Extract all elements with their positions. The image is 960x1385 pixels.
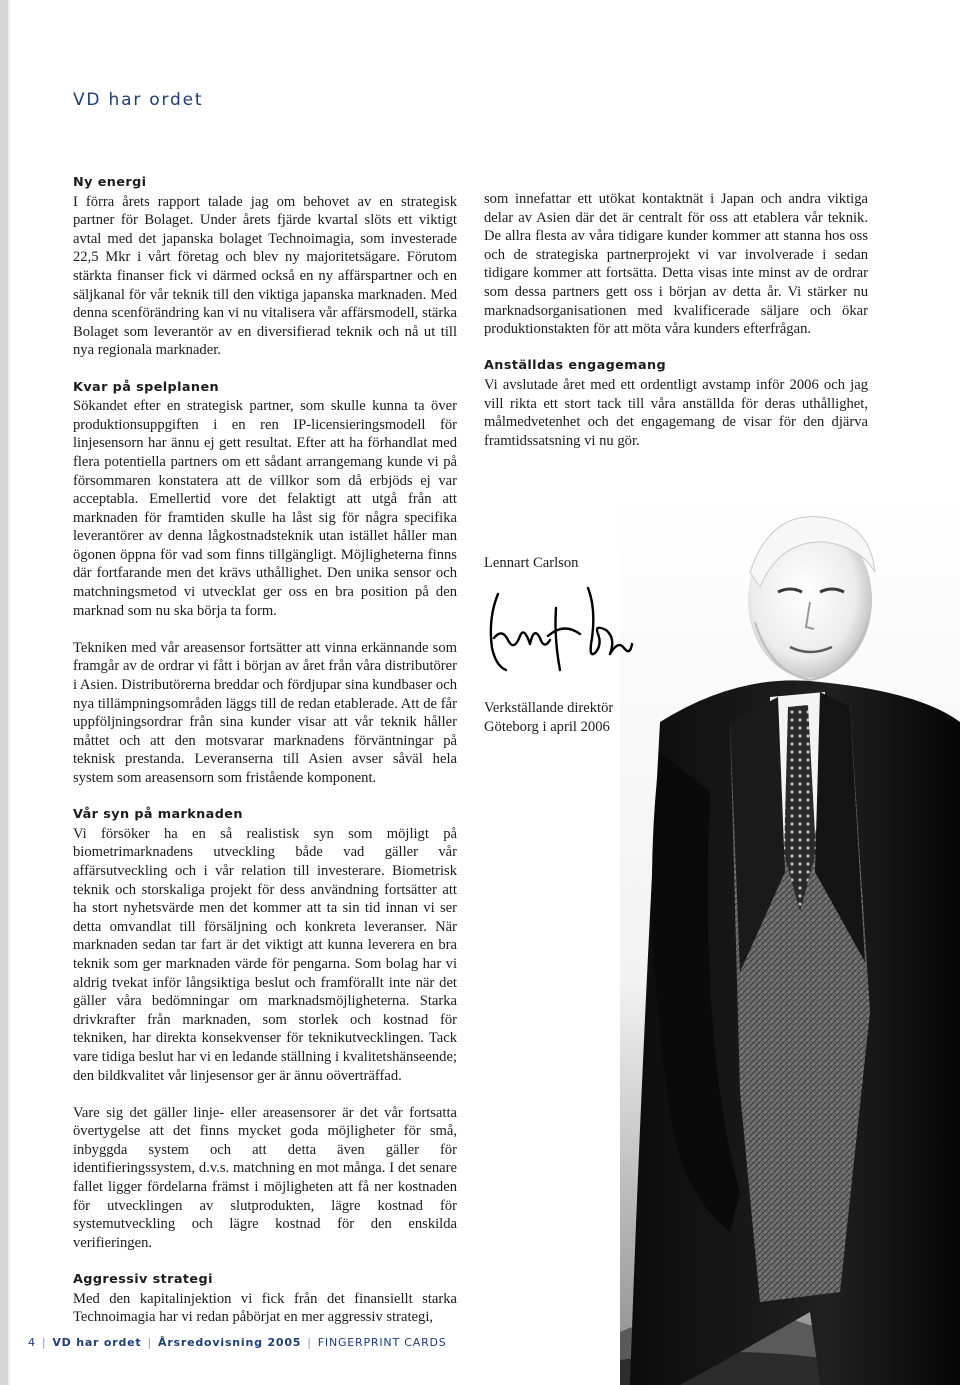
section-heading-aggressiv-strategi: Aggressiv strategi [73, 1272, 213, 1288]
section-heading-anstalldas-engagemang: Anställdas engagemang [484, 358, 667, 374]
section-heading-var-syn-pa-marknaden: Vår syn på marknaden [73, 807, 243, 823]
left-column [73, 174, 457, 1327]
page-title: VD har ordet [73, 90, 204, 110]
paragraph: Sökandet efter en strategisk partner, som skulle kunna ta över produktionsuppgiften i en ren IP-licensieringsmodell för linjesensorn har ännu ej gett resultat. Efter att ha förhandlat med flera potentiella partners om ett sådant arrangemang kunde vi på försommaren konstatera att de villkor som då erbjöds ej var acceptabla. Emellertid vore det felaktigt att utgå från att marknaden för framtiden skulle ha låst sig för några specifika leverantörer av denna lågkostnadsteknik utan istället håller man ögonen öppna för vad som finns tillgängligt. Möjligheterna finns där fortfarande men det krävs uthållighet. Den unika sensor och matchningsmetod vi utvecklat ger oss en bra position på den marknad som nu ska börja ta form. [73, 398, 457, 619]
page-number: 4 [28, 1336, 36, 1349]
page-edge-shadow [0, 0, 8, 1385]
paragraph: I förra årets rapport talade jag om behovet av en strategisk partner för Bolaget. Under årets fjärde kvartal slöts ett viktigt avtal med det japanska bolaget Technoimagia, som investerade 22,5 Mkr i vårt företag och blev ny majoritetsägare. Förutom stärkta finanser fick vi därmed också en ny affärspartner och en säljkanal för vår teknik till den viktiga japanska marknaden. Med denna scenförändring kan vi nu vitalisera vår affärsmodell, stärka Bolaget som leverantör av en diversifierad teknik och nå ut till nya regionala marknader. [73, 193, 457, 359]
signatory-role: Verkställande direktör [484, 700, 614, 716]
paragraph: Med den kapitalinjektion vi fick från det finansiellt starka Technoimagia har vi redan påbörjat en mer aggressiv strategi, [73, 1290, 457, 1326]
section-heading-kvar-pa-spelplanen: Kvar på spelplanen [73, 379, 220, 395]
page-footer: 4 | VD har ordet | Årsredovisning 2005 | FINGERPRINT CARDS [28, 1336, 447, 1349]
signatory-place-date: Göteborg i april 2006 [484, 718, 610, 735]
paragraph: Vi försöker ha en så realistisk syn som möjligt på biometrimarknadens utveckling både vad gäller vår affärsutveckling och i vår relation till investerare. Biometrisk teknik och storskaliga projekt för dess användning fortsätter att ha stort nyhetsvärde men det kommer att ta sin tid innan vi ser detta omvandlat till försäljning och konkreta leveranser. När marknaden sedan tar fart är det viktigt att kunna leverera en bra teknik som ger marknaden värde för pengarna. Som bolag har vi aldrig tvekat inför långsiktiga beslut och framförallt inte när det gäller våra bedömningar om marknadsmöjligheterna. Starka drivkrafter från marknaden, som storlek och kostnad för tekniken, har direkta konsekvenser för teknikutvecklingen. Tack vare tidiga beslut har vi en ledande ställning i kvalitetshänseende; den bildkvalitet vår linjesensor ger är ännu oöverträffad. [73, 825, 457, 1084]
paragraph: Vi avslutade året med ett ordentligt avstamp inför 2006 och jag vill rikta ett stort tack till våra anställda för deras uthållighet, målmedvetenhet och det engagemang de visar för den djärva framtidssatsning vi nu gör. [484, 376, 868, 449]
right-column [484, 190, 868, 450]
signatory-title-block [484, 699, 613, 736]
signatory-name: Lennart Carlson [484, 555, 579, 571]
page-edge-highlight [8, 0, 10, 1385]
handwritten-signature [484, 578, 634, 678]
paragraph: Tekniken med vår areasensor fortsätter att vinna erkännande som framgår av de ordrar vi fått i början av året från våra distributörer i Asien. Distributörerna breddar och fördjupar sina kundbaser och nya tillämpningsområden läggs till de redan etablerade. Att de får uppföljningsordrar från sina kunder visar att vår teknik håller måttet och att den motsvarar marknadens förväntningar på teknisk prestanda. Leveranserna till Asien avser såväl hela system som areasensorn som fristående komponent. [73, 639, 457, 786]
paragraph: Vare sig det gäller linje- eller areasensorer är det vår fortsatta övertygelse att det finns mycket goda möjligheter för små, inbyggda system och att detta även gäller för identifieringssystem, d.v.s. matchning en mot många. I det senare fallet ligger fördelarna främst i möjligheten att få ner kostnaden för utvecklingen av slutprodukten, lägre kostnad för systemutveckling och lägre kostnad för den enskilda verifieringen. [73, 1104, 457, 1251]
footer-report: Årsredovisning 2005 [158, 1336, 302, 1349]
paragraph: som innefattar ett utökat kontaktnät i Japan och andra viktiga delar av Asien där det är centralt för oss att etablera vår teknik. De allra flesta av våra tidigare kunder kommer att stanna hos oss och de strategiska partnerprojekt vi var involverade i sedan tidigare kommer att fortsätta. Detta visas inte minst av de ordrar som dessa partners gett oss i början av detta år. Vi stärker nu marknadsorganisationen med kvalificerade säljare och ökar produktionstakten för att möta våra kunders efterfrågan. [484, 191, 868, 338]
footer-section: VD har ordet [52, 1336, 142, 1349]
section-heading-ny-energi: Ny energi [73, 175, 147, 190]
ceo-portrait-photo [620, 492, 960, 1385]
footer-company: FINGERPRINT CARDS [317, 1336, 447, 1349]
